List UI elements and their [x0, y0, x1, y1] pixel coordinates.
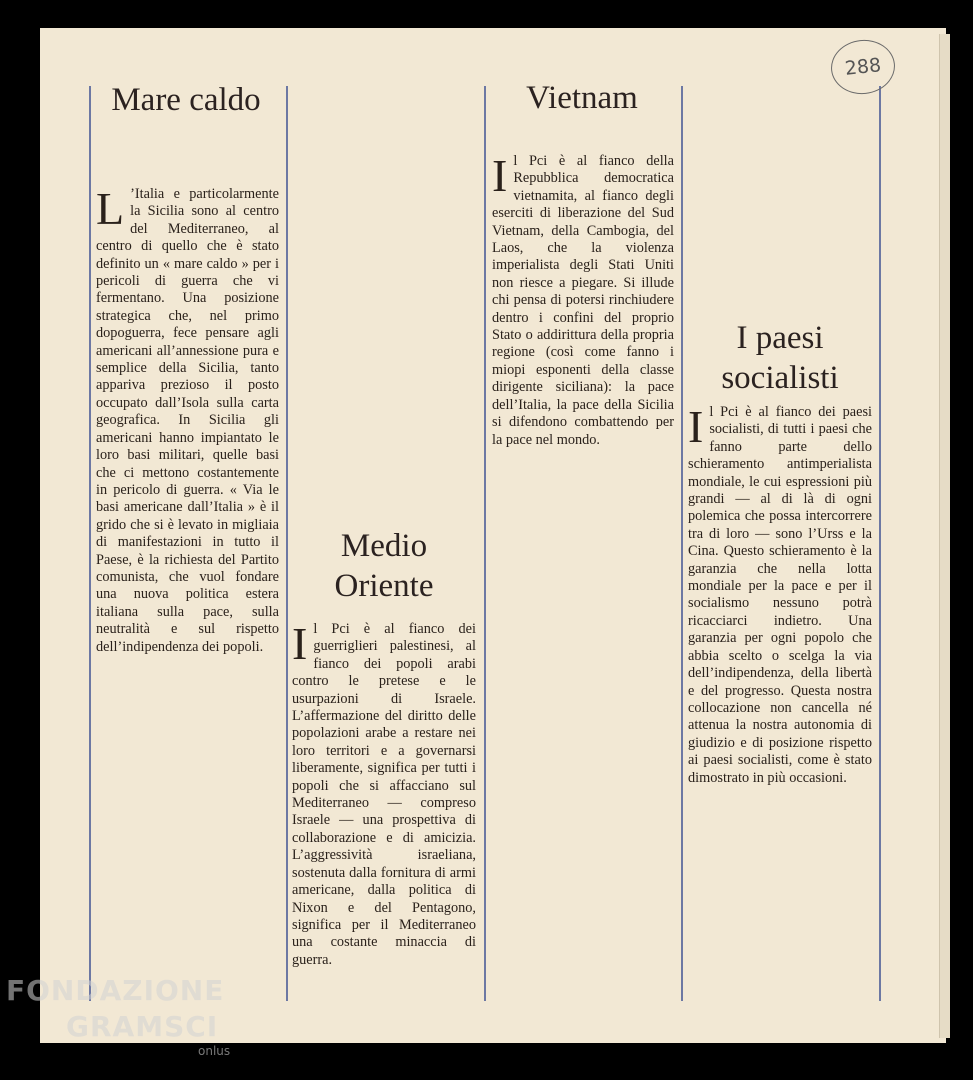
- drop-cap: I: [688, 401, 704, 452]
- article-vietnam: [492, 150, 674, 449]
- article-body: l Pci è al fianco dei paesi socialisti, di tutti i paesi che fanno parte dello schieramento antimperialista mondiale, le cui espressioni più grandi — al di là di ogni polemica che possa intercorrere tra di loro — sono l’Urss e la Cina. Questo schieramento è la garanzia che nella lotta mondiale per la pace e per il socialismo nessuno potrà ricacciarci indietro. Una garanzia per ogni popolo che abbia scelto o scelga la via dell’indipendenza, della libertà e del progresso. Questa nostra collocazione non cancella né attenua la nostra autonomia di giudizio e di posizione rispetto ai paesi socialisti, come è stato dimostrato in più occasioni.: [688, 404, 872, 786]
- article-paesi-socialisti: [688, 401, 872, 787]
- column-rule: [89, 86, 91, 1001]
- column-rule: [484, 86, 486, 1001]
- watermark-line3: onlus: [198, 1044, 231, 1058]
- article-medio-oriente: [292, 618, 476, 969]
- watermark-line1: FONDAZIONE: [6, 974, 225, 1007]
- drop-cap: L: [96, 183, 125, 234]
- drop-cap: I: [292, 618, 308, 669]
- heading-mare-caldo: Mare caldo: [111, 82, 261, 118]
- article-body: l Pci è al fianco della Repubblica democratica vietnamita, al fianco degli eserciti di liberazione del Sud Vietnam, della Cambogia, del Laos, che la violenza imperialista degli Stati Uniti non riesce a piegare. Si illude chi pensa di potersi rinchiudere dentro i confini del proprio Stato o addirittura della propria regione (così come fanno i miopi esponenti della classe dirigente siciliana): la pace dell’Italia, la pace della Sicilia si difendono combattendo per la pace nel mondo.: [492, 153, 674, 448]
- heading-vietnam: Vietnam: [526, 80, 638, 116]
- column-rule: [681, 86, 683, 1001]
- page-edge: [939, 34, 950, 1038]
- article-body: l Pci è al fianco dei guerriglieri palestinesi, al fianco dei popoli arabi contro le pretese e le usurpazioni di Israele. L’affermazione del diritto delle popolazioni arabe a restare nei loro territori e a governarsi liberamente, significa per tutti i popoli che si affacciano sul Mediterraneo — compreso Israele — una prospettiva di collaborazione e di amicizia. L’aggressività israeliana, sostenuta dalla fornitura di armi americane, dalla politica di Nixon e del Pentagono, significa per il Mediterraneo una costante minaccia di guerra.: [292, 621, 476, 968]
- handwritten-page-number: 288: [828, 37, 897, 97]
- column-rule: [286, 86, 288, 1001]
- column-rule: [879, 86, 881, 1001]
- article-mare-caldo: [96, 183, 279, 656]
- heading-paesi-socialisti: I paesi socialisti: [721, 320, 839, 396]
- heading-medio-oriente: Medio Oriente: [334, 528, 434, 604]
- watermark-line2: GRAMSCI: [66, 1010, 219, 1043]
- drop-cap: I: [492, 150, 508, 201]
- article-body: ’Italia e particolarmente la Sicilia sono al centro del Mediterraneo, al centro di quello che è stato definito un « mare caldo » per i pericoli di guerra che vi fermentano. Una posizione strategica che, nel primo dopoguerra, fece pensare agli americani all’annessione pura e semplice della Sicilia, tanto appariva prezioso il posto occupato dall’Isola sulla carta geografica. In Sicilia gli americani hanno impiantato le loro basi militari, quelle basi che ci mettono costantemente in pericolo di guerra. « Via le basi americane dall’Italia » è il grido che si è levato in migliaia di manifestazioni in tutto il Paese, è la richiesta del Partito comunista, che vuol fondare una nuova politica estera italiana sulla pace, sulla neutralità e sul rispetto dell’indipendenza dei popoli.: [96, 186, 279, 655]
